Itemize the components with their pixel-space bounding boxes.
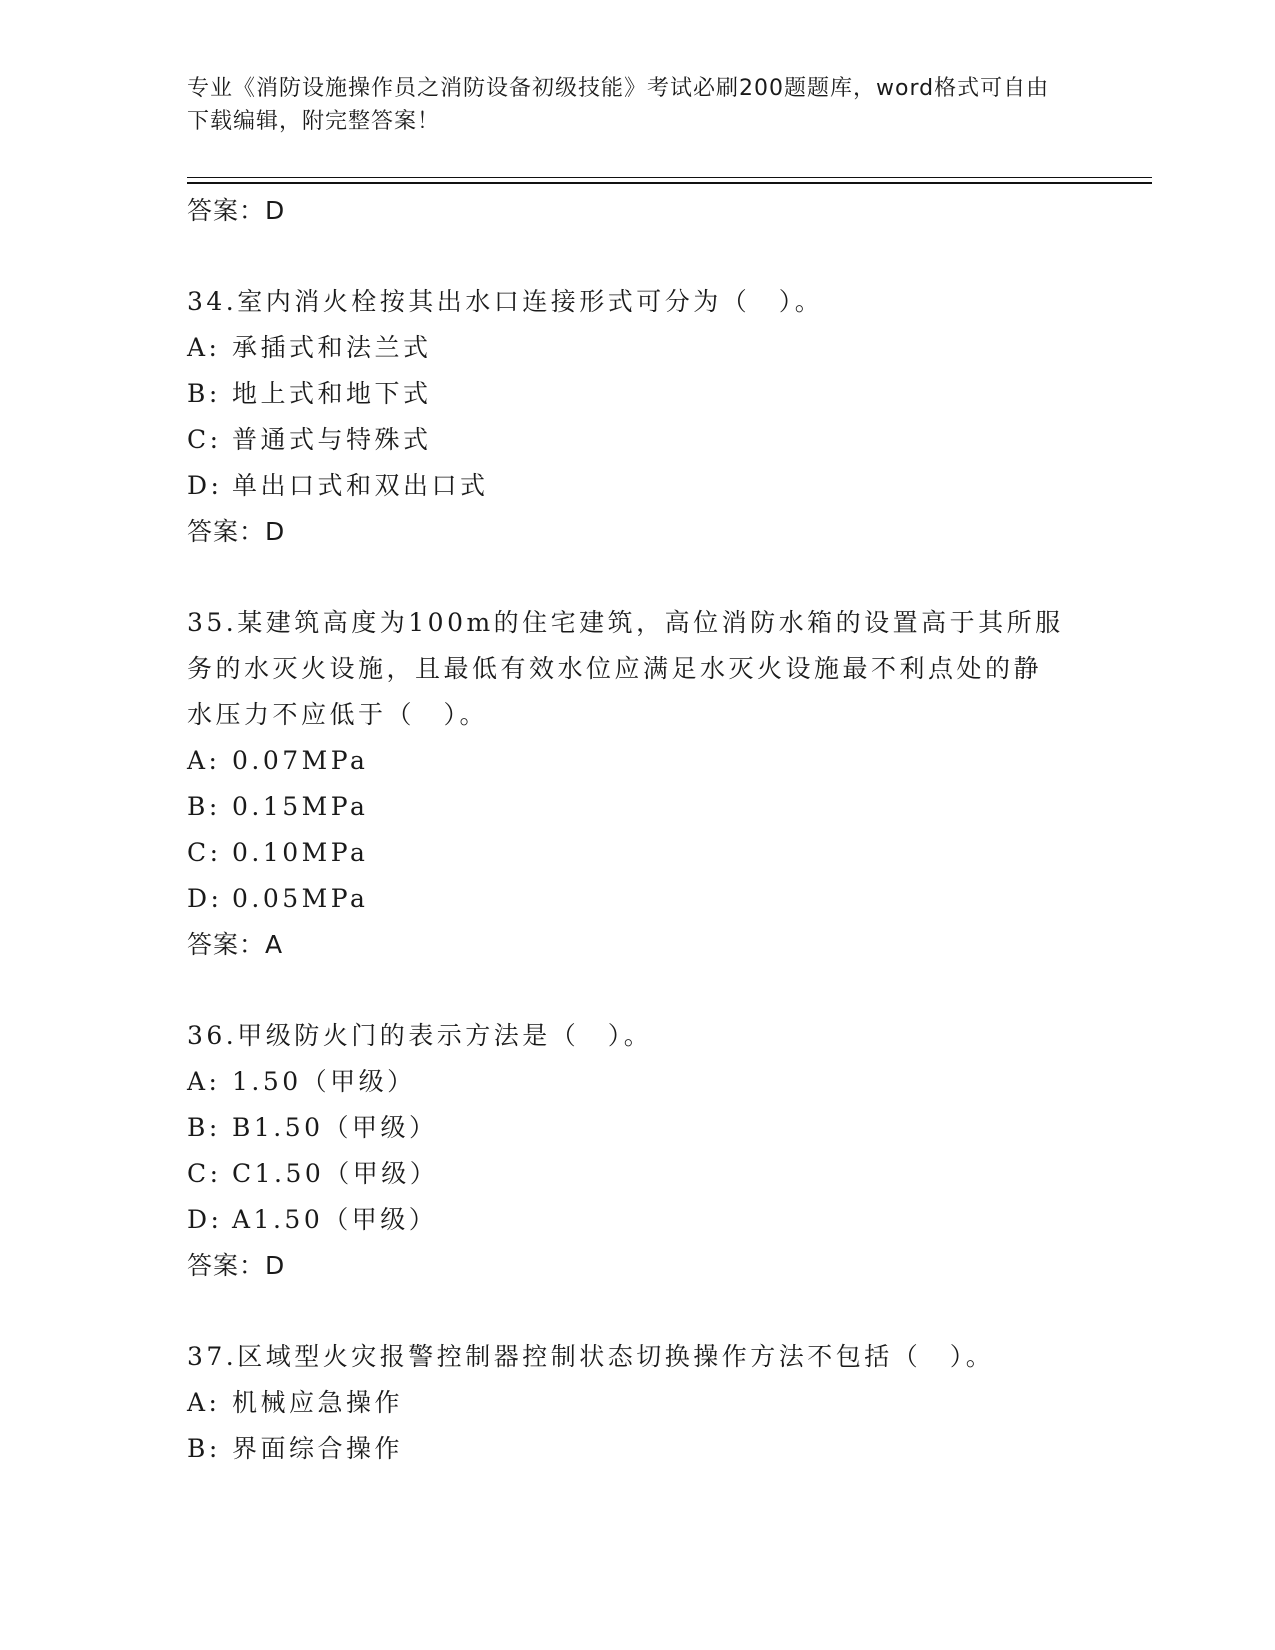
option-key: B: [187, 792, 221, 821]
option-text: 机械应急操作 [232, 1388, 404, 1417]
option-text: 0.07MPa [232, 746, 369, 775]
option-d [187, 876, 1067, 922]
option-a [187, 1059, 1067, 1105]
option-key: C: [187, 838, 222, 867]
option-key: B: [187, 1113, 221, 1142]
option-text: B1.50（甲级） [232, 1113, 438, 1142]
option-b [187, 784, 1067, 830]
option-key: A: [187, 746, 221, 775]
option-key: A: [187, 1388, 221, 1417]
option-text: 单出口式和双出口式 [232, 471, 489, 500]
option-key: C: [187, 1159, 222, 1188]
option-text: 普通式与特殊式 [232, 425, 432, 454]
option-key: B: [187, 379, 221, 408]
document-header: 专业《消防设施操作员之消防设备初级技能》考试必刷200题题库，word格式可自由下载编辑，附完整答案！ [187, 76, 1050, 134]
option-c [187, 417, 1067, 463]
option-c [187, 1151, 1067, 1197]
option-text: 地上式和地下式 [232, 379, 432, 408]
question-stem: 35.某建筑高度为100m的住宅建筑，高位消防水箱的设置高于其所服务的水灭火设施，且最低有效水位应满足水灭火设施最不利点处的静水压力不应低于（ ）。 [187, 608, 1064, 729]
option-text: 0.05MPa [232, 884, 369, 913]
option-text: A1.50（甲级） [232, 1205, 438, 1234]
option-text: 承插式和法兰式 [232, 333, 432, 362]
option-b [187, 1105, 1067, 1151]
option-text: C1.50（甲级） [232, 1159, 439, 1188]
option-key: D: [187, 1205, 223, 1234]
answer-line: 答案：D [187, 1251, 286, 1280]
option-key: D: [187, 471, 223, 500]
option-key: B: [187, 1434, 221, 1463]
question-34 [187, 279, 1067, 555]
question-37 [187, 1334, 1067, 1472]
option-a [187, 1380, 1067, 1426]
question-35 [187, 600, 1067, 968]
question-stem: 36.甲级防火门的表示方法是（ ）。 [187, 1021, 653, 1050]
question-stem: 34.室内消火栓按其出水口连接形式可分为（ ）。 [187, 287, 824, 316]
option-a [187, 738, 1067, 784]
header-rule-thick [187, 182, 1152, 184]
question-36 [187, 1013, 1067, 1289]
option-key: D: [187, 884, 223, 913]
option-key: A: [187, 333, 221, 362]
option-b [187, 371, 1067, 417]
answer-line: 答案：D [187, 196, 286, 225]
option-key: A: [187, 1067, 221, 1096]
option-text: 界面综合操作 [232, 1434, 404, 1463]
option-a [187, 325, 1067, 371]
header-rule [187, 177, 1152, 178]
option-text: 0.15MPa [232, 792, 369, 821]
option-d [187, 463, 1067, 509]
option-text: 1.50（甲级） [232, 1067, 416, 1096]
option-text: 0.10MPa [232, 838, 369, 867]
option-c [187, 830, 1067, 876]
option-b [187, 1426, 1067, 1472]
answer-line: 答案：D [187, 517, 286, 546]
document-body [187, 188, 1067, 1472]
option-key: C: [187, 425, 222, 454]
option-d [187, 1197, 1067, 1243]
answer-line: 答案：A [187, 930, 284, 959]
question-stem: 37.区域型火灾报警控制器控制状态切换操作方法不包括（ ）。 [187, 1342, 995, 1371]
